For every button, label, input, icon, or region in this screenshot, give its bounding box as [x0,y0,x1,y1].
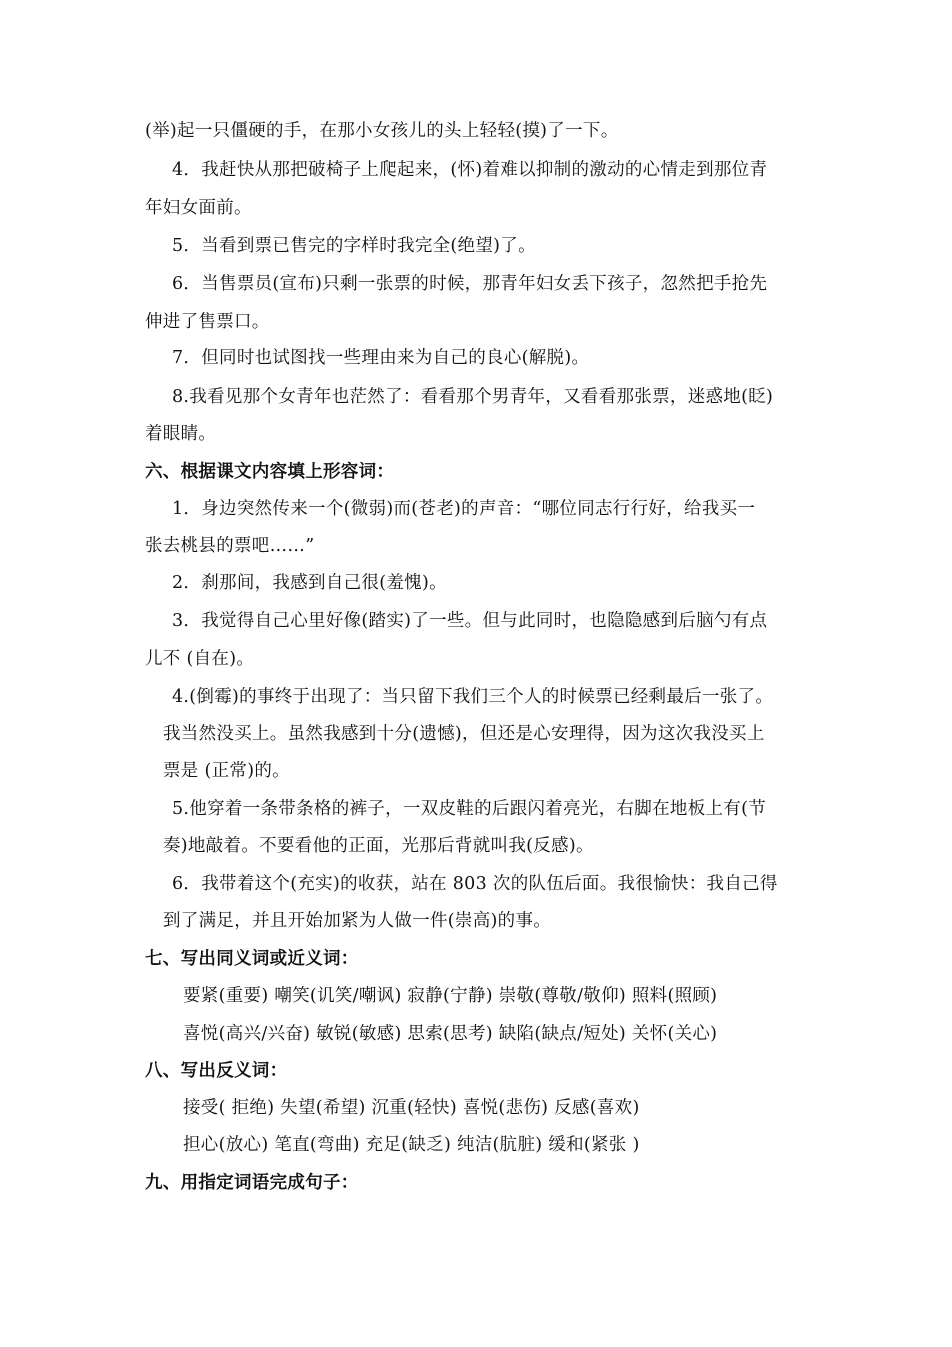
text-line: 1．身边突然传来一个(微弱)而(苍老)的声音：“哪位同志行行好，给我买一 [172,499,756,519]
text-line: 2．刹那间，我感到自己很(羞愧)。 [172,573,447,593]
section-heading-9: 九、用指定词语完成句子： [145,1173,359,1193]
text-line: 5.他穿着一条带条格的裤子，一双皮鞋的后跟闪着亮光，右脚在地板上有(节 [172,799,767,819]
text-line: 我当然没买上。虽然我感到十分(遗憾)，但还是心安理得，因为这次我没买上 [163,724,765,744]
text-line: (举)起一只僵硬的手，在那小女孩儿的头上轻轻(摸)了一下。 [145,121,619,141]
text-line: 张去桃县的票吧……” [145,536,315,556]
text-line: 喜悦(高兴/兴奋) 敏锐(敏感) 思索(思考) 缺陷(缺点/短处) 关怀(关心) [183,1024,718,1044]
section-heading-6: 六、根据课文内容填上形容词： [145,462,395,482]
text-line: 4．我赶快从那把破椅子上爬起来，(怀)着难以抑制的激动的心情走到那位青 [172,160,768,180]
text-line: 着眼睛。 [145,424,217,444]
text-line: 8.我看见那个女青年也茫然了：看看那个男青年，又看看那张票，迷惑地(眨) [172,387,774,407]
text-line: 奏)地敲着。不要看他的正面，光那后背就叫我(反感)。 [163,836,594,856]
text-line: 年妇女面前。 [145,198,252,218]
text-line: 接受( 拒绝) 失望(希望) 沉重(轻快) 喜悦(悲伤) 反感(喜欢) [183,1098,640,1118]
section-heading-8: 八、写出反义词： [145,1061,288,1081]
text-line: 7．但同时也试图找一些理由来为自己的良心(解脱)。 [172,348,590,368]
text-line: 5．当看到票已售完的字样时我完全(绝望)了。 [172,236,536,256]
text-line: 要紧(重要) 嘲笑(讥笑/嘲讽) 寂静(宁静) 崇敬(尊敬/敬仰) 照料(照顾) [183,986,718,1006]
section-heading-7: 七、写出同义词或近义词： [145,949,359,969]
text-line: 担心(放心) 笔直(弯曲) 充足(缺乏) 纯洁(肮脏) 缓和(紧张 ) [183,1135,640,1155]
text-line: 4.(倒霉)的事终于出现了：当只留下我们三个人的时候票已经剩最后一张了。 [172,687,774,707]
text-line: 儿不 (自在)。 [145,649,255,669]
text-line: 6．我带着这个(充实)的收获，站在 803 次的队伍后面。我很愉快：我自己得 [172,874,778,894]
text-line: 伸进了售票口。 [145,312,270,332]
text-line: 票是 (正常)的。 [163,761,290,781]
text-line: 6．当售票员(宣布)只剩一张票的时候，那青年妇女丢下孩子，忽然把手抢先 [172,274,768,294]
text-line: 到了满足，并且开始加紧为人做一件(崇高)的事。 [163,911,552,931]
text-line: 3．我觉得自己心里好像(踏实)了一些。但与此同时，也隐隐感到后脑勺有点 [172,611,768,631]
